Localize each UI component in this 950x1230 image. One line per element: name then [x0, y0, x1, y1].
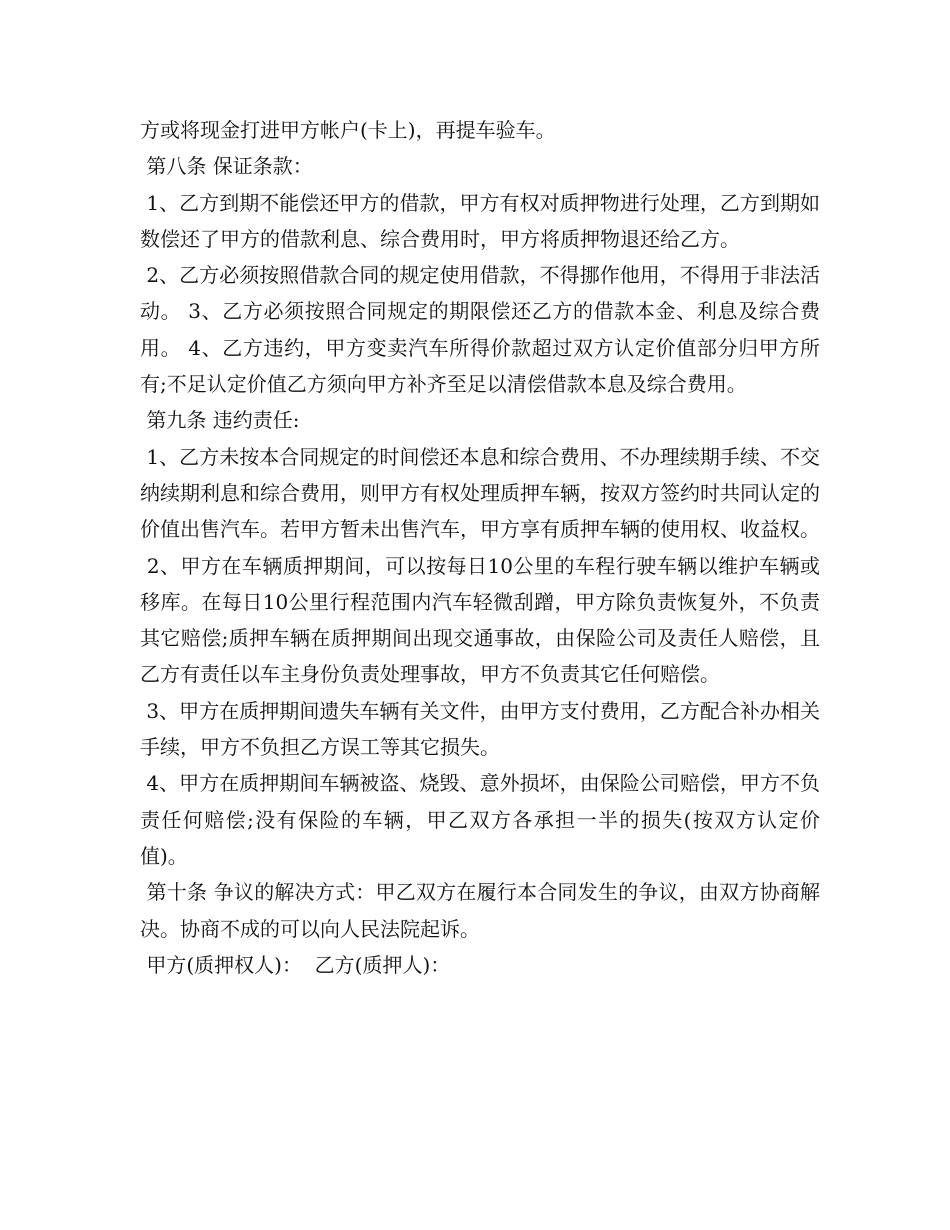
article-9-clause-1: 1、乙方未按本合同规定的时间偿还本息和综合费用、不办理续期手续、不交纳续期利息和综合费用，则甲方有权处理质押车辆，按双方签约时共同认定的价值出售汽车。若甲方暂未出售汽车，甲方享有质押车辆的使用权、收益权。: [140, 444, 820, 542]
article-9-clause-4: 4、甲方在质押期间车辆被盗、烧毁、意外损坏，由保险公司赔偿，甲方不负责任何赔偿;没有保险的车辆，甲乙双方各承担一半的损失(按双方认定价值)。: [140, 771, 820, 868]
signature-line: 甲方(质押权人)： 乙方(质押人)：: [140, 952, 451, 977]
article-9-heading: 第九条 违约责任:: [140, 408, 300, 433]
article-9-clause-3: 3、甲方在质押期间遗失车辆有关文件，由甲方支付费用，乙方配合补办相关手续，甲方不负担乙方误工等其它损失。: [140, 698, 820, 760]
article-8-heading: 第八条 保证条款：: [140, 154, 313, 179]
article-9-clause-2: 2、甲方在车辆质押期间，可以按每日10公里的车程行驶车辆以维护车辆或移库。在每日10公里行程范围内汽车轻微刮蹭，甲方除负责恢复外，不负责其它赔偿;质押车辆在质押期间出现交通事故，由保险公司及责任人赔偿，且乙方有责任以车主身份负责处理事故，甲方不负责其它任何赔偿。: [140, 553, 820, 687]
article-10-dispute: 第十条 争议的解决方式：甲乙双方在履行本合同发生的争议，由双方协商解决。协商不成的可以向人民法院起诉。: [140, 880, 821, 941]
document-body: [140, 112, 820, 983]
article-8-clause-2-4: 2、乙方必须按照借款合同的规定使用借款，不得挪作他用，不得用于非法活动。 3、乙方必须按照合同规定的期限偿还乙方的借款本金、利息及综合费用。 4、乙方违约，甲方变卖汽车所得价款超过双方认定价值部分归甲方所有;不足认定价值乙方须向甲方补齐至足以清偿借款本息及综合费用。: [140, 263, 820, 397]
article-8-clause-1: 1、乙方到期不能偿还甲方的借款，甲方有权对质押物进行处理，乙方到期如数偿还了甲方的借款利息、综合费用时，甲方将质押物退还给乙方。: [140, 190, 820, 251]
paragraph-intro: 方或将现金打进甲方帐户(卡上)，再提车验车。: [140, 118, 556, 142]
